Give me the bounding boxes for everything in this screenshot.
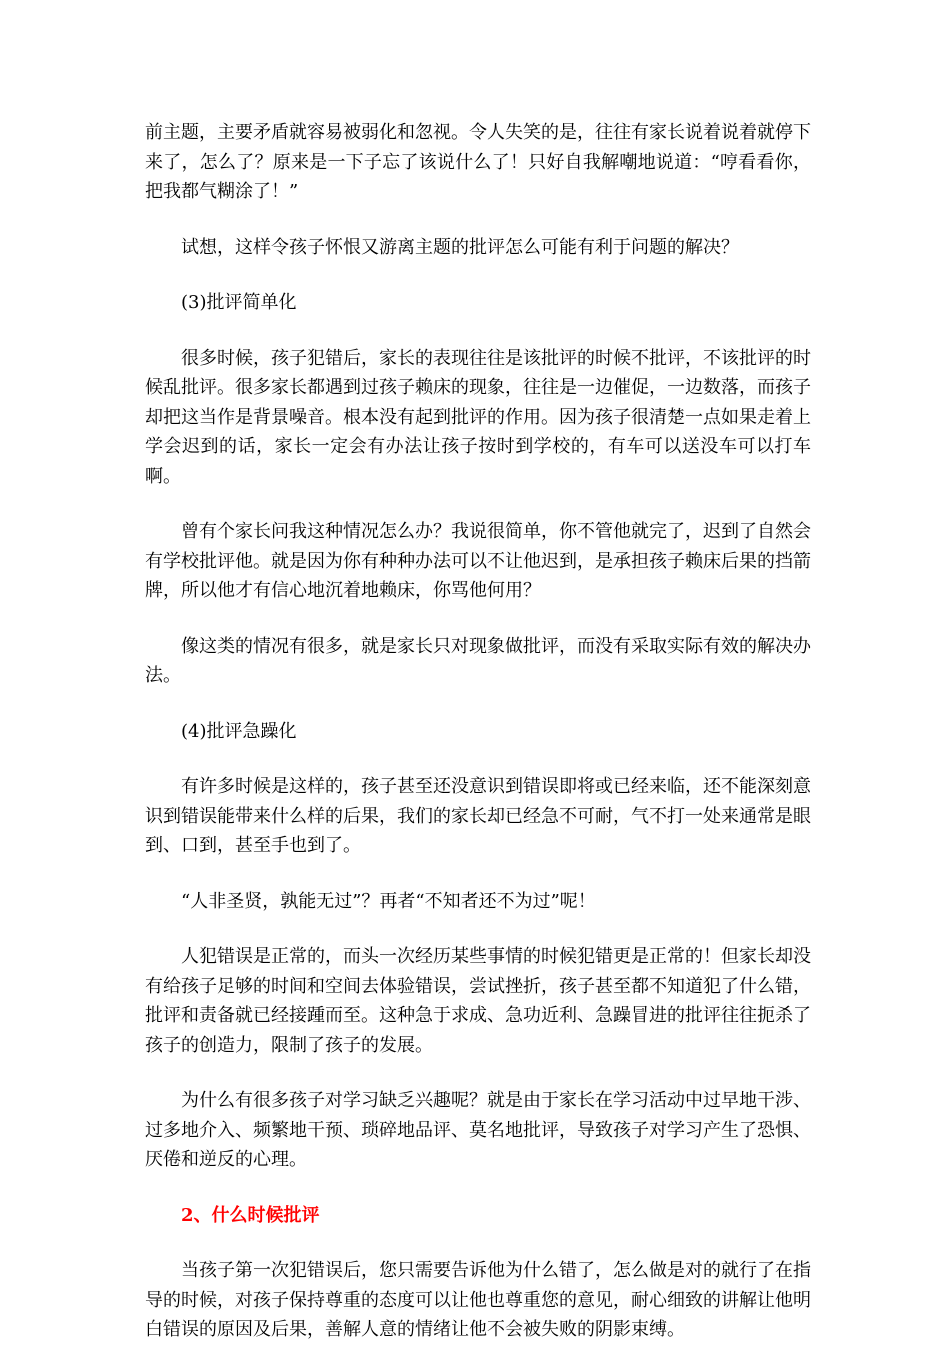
paragraph-parent-question: 曾有个家长问我这种情况怎么办？我说很简单，你不管他就完了，迟到了自然会有学校批评他。就是因为你有种种办法可以不让他迟到，是承担孩子赖床后果的挡箭牌，所以他才有信心地沉着地赖床，你骂他何用？ [145, 521, 811, 601]
section-heading-criticism-impatient: (4)批评急躁化 [181, 720, 297, 742]
paragraph-impatience-description: 有许多时候是这样的，孩子甚至还没意识到错误即将或已经来临，还不能深刻意识到错误能带来什么样的后果，我们的家长却已经急不可耐，气不打一处来通常是眼到、口到，甚至手也到了。 [145, 776, 811, 856]
paragraph-first-mistake-guidance: 当孩子第一次犯错误后，您只需要告诉他为什么错了，怎么做是对的就行了在指导的时候，对孩子保持尊重的态度可以让他也尊重您的意见，耐心细致的讲解让他明白错误的原因及后果，善解人意的情绪让他不会被失败的阴影束缚。 [145, 1260, 811, 1340]
paragraph-intro-continuation: 前主题，主要矛盾就容易被弱化和忽视。令人失笑的是，往往有家长说着说着就停下来了，怎么了？原来是一下子忘了该说什么了！只好自我解嘲地说道：“哼看看你，把我都气糊涂了！” [145, 122, 811, 202]
section-heading-criticism-simplified: (3)批评简单化 [181, 292, 297, 313]
paragraph-mistakes-normal: 人犯错误是正常的，而头一次经历某些事情的时候犯错更是正常的！但家长却没有给孩子足够的时间和空间去体验错误，尝试挫折，孩子甚至都不知道犯了什么错，批评和责备就已经接踵而至。这种急于求成、急功近利、急躁冒进的批评往往扼杀了孩子的创造力，限制了孩子的发展。 [145, 946, 811, 1056]
paragraph-oversleeping-example: 很多时候，孩子犯错后，家长的表现往往是该批评的时候不批评，不该批评的时候乱批评。很多家长都遇到过孩子赖床的现象，往往是一边催促，一边数落，而孩子却把这当作是背景噪音。根本没有起到批评的作用。因为孩子很清楚一点如果走着上学会迟到的话，家长一定会有办法让孩子按时到学校的，有车可以送没车可以打车啊。 [145, 347, 811, 487]
paragraph-situation-summary: 像这类的情况有很多，就是家长只对现象做批评，而没有采取实际有效的解决办法。 [145, 635, 811, 686]
paragraph-learning-interest: 为什么有很多孩子对学习缺乏兴趣呢？就是由于家长在学习活动中过早地干涉、过多地介入、频繁地干预、琐碎地品评、莫名地批评，导致孩子对学习产生了恐惧、厌倦和逆反的心理。 [145, 1090, 811, 1170]
section-heading-when-to-criticize: 2、什么时候批评 [181, 1204, 320, 1226]
document-body [145, 118, 811, 1345]
paragraph-rhetorical-question: 试想，这样令孩子怀恨又游离主题的批评怎么可能有利于问题的解决？ [181, 236, 739, 258]
paragraph-quote: “人非圣贤，孰能无过”？再者“不知者还不为过”呢！ [181, 890, 596, 912]
